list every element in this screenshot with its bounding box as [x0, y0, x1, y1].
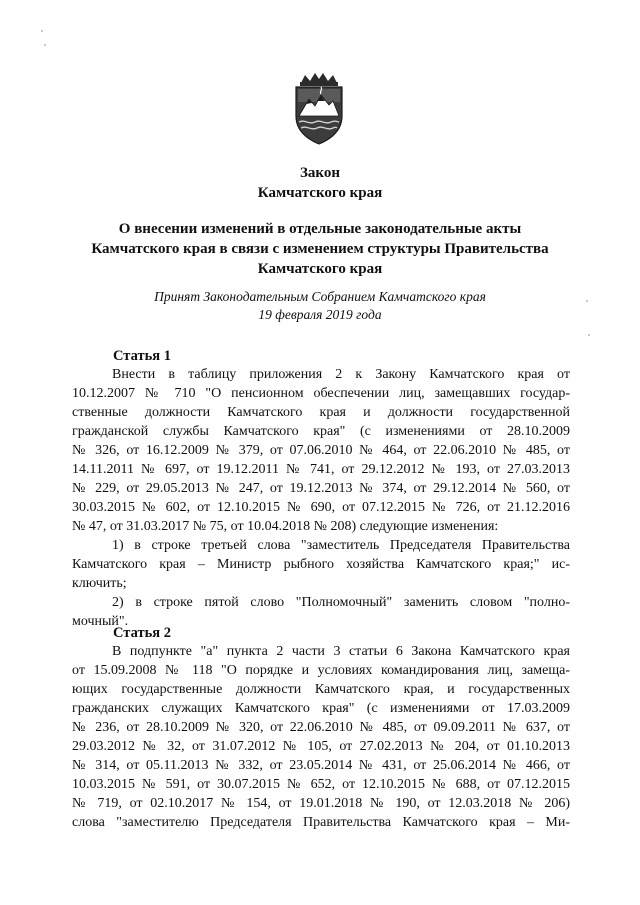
- law-title: [60, 163, 580, 203]
- law-subject-line: Камчатского края в связи с изменением структуры Правительства: [91, 241, 549, 257]
- article-2-line: ющих государственные должности Камчатского края, и государственных: [72, 682, 570, 697]
- scan-speck: [586, 300, 588, 302]
- scan-speck: [41, 30, 43, 32]
- article-1-line: № 229, от 29.05.2013 № 247, от 19.12.2013 № 374, от 29.12.2014 № 560, от: [72, 481, 570, 496]
- article-1-item-2: 2) в строке пятой слово "Полномочный" заменить словом "полно-: [112, 595, 570, 610]
- article-1-line: 30.03.2015 № 602, от 12.10.2015 № 690, от 07.12.2015 № 726, от 21.12.2016: [72, 500, 570, 515]
- scan-speck: [588, 334, 590, 336]
- article-1-line: ственные должности Камчатского края и должности государственной: [72, 405, 570, 420]
- law-title-line: Камчатского края: [257, 185, 383, 201]
- article-1-line: № 326, от 16.12.2009 № 379, от 07.06.2010 № 464, от 22.06.2010 № 485, от: [72, 443, 570, 458]
- article-2-line: от 15.09.2008 № 118 "О порядке и условиях командирования лиц, замеща-: [72, 663, 570, 678]
- article-1-line: 10.12.2007 № 710 "О пенсионном обеспечении лиц, замещавших государ-: [72, 386, 570, 401]
- article-2-line: 10.03.2015 № 591, от 30.07.2015 № 652, от 12.10.2015 № 688, от 07.12.2015: [72, 777, 570, 792]
- article-2-heading: Статья 2: [113, 625, 171, 641]
- law-subject-line: О внесении изменений в отдельные законодательные акты: [118, 221, 522, 237]
- article-1-item-1: 1) в строке третьей слова "заместитель Председателя Правительства: [112, 538, 570, 553]
- article-1-line: 14.11.2011 № 697, от 19.12.2011 № 741, от 29.12.2012 № 193, от 27.03.2013: [72, 462, 570, 477]
- article-1-line: ключить;: [72, 576, 127, 591]
- law-subject-line: Камчатского края: [257, 261, 383, 277]
- article-1-line: мочный".: [72, 614, 129, 629]
- scan-speck: [44, 44, 46, 46]
- kamchatka-coat-of-arms-icon: [291, 72, 347, 146]
- article-2-line: гражданских служащих Камчатского края" (с изменениями от 17.03.2009: [72, 701, 570, 716]
- article-1-line: Внести в таблицу приложения 2 к Закону Камчатского края от: [112, 367, 570, 382]
- article-2-line: № 719, от 02.10.2017 № 154, от 19.01.2018 № 190, от 12.03.2018 № 206): [72, 796, 570, 811]
- law-title-line: Закон: [299, 165, 340, 181]
- article-2-line: № 236, от 28.10.2009 № 320, от 22.06.2010 № 485, от 09.09.2011 № 637, от: [72, 720, 570, 735]
- article-1-heading: Статья 1: [113, 348, 171, 364]
- article-1-line: Камчатского края – Министр рыбного хозяйства Камчатского края;" ис-: [72, 557, 570, 572]
- adoption-note: [60, 288, 580, 324]
- adoption-date: 19 февраля 2019 года: [258, 307, 382, 322]
- article-2-line: 29.03.2012 № 32, от 31.07.2012 № 105, от 27.02.2013 № 204, от 01.10.2013: [72, 739, 570, 754]
- adoption-note-line: Принят Законодательным Собранием Камчатского края: [154, 289, 486, 304]
- article-2-line: В подпункте "а" пункта 2 части 3 статьи 6 Закона Камчатского края: [112, 644, 570, 659]
- article-2-line: слова "заместителю Председателя Правительства Камчатского края – Ми-: [72, 815, 570, 830]
- law-subject: [60, 219, 580, 279]
- article-2-body: [72, 642, 570, 832]
- article-2-line: № 314, от 05.11.2013 № 332, от 23.05.2014 № 431, от 25.06.2014 № 466, от: [72, 758, 570, 773]
- article-1-line: № 47, от 31.03.2017 № 75, от 10.04.2018 № 208) следующие изменения:: [72, 519, 499, 534]
- article-1-body: [72, 365, 570, 631]
- article-1-line: гражданской службы Камчатского края" (с изменениями от 28.10.2009: [72, 424, 570, 439]
